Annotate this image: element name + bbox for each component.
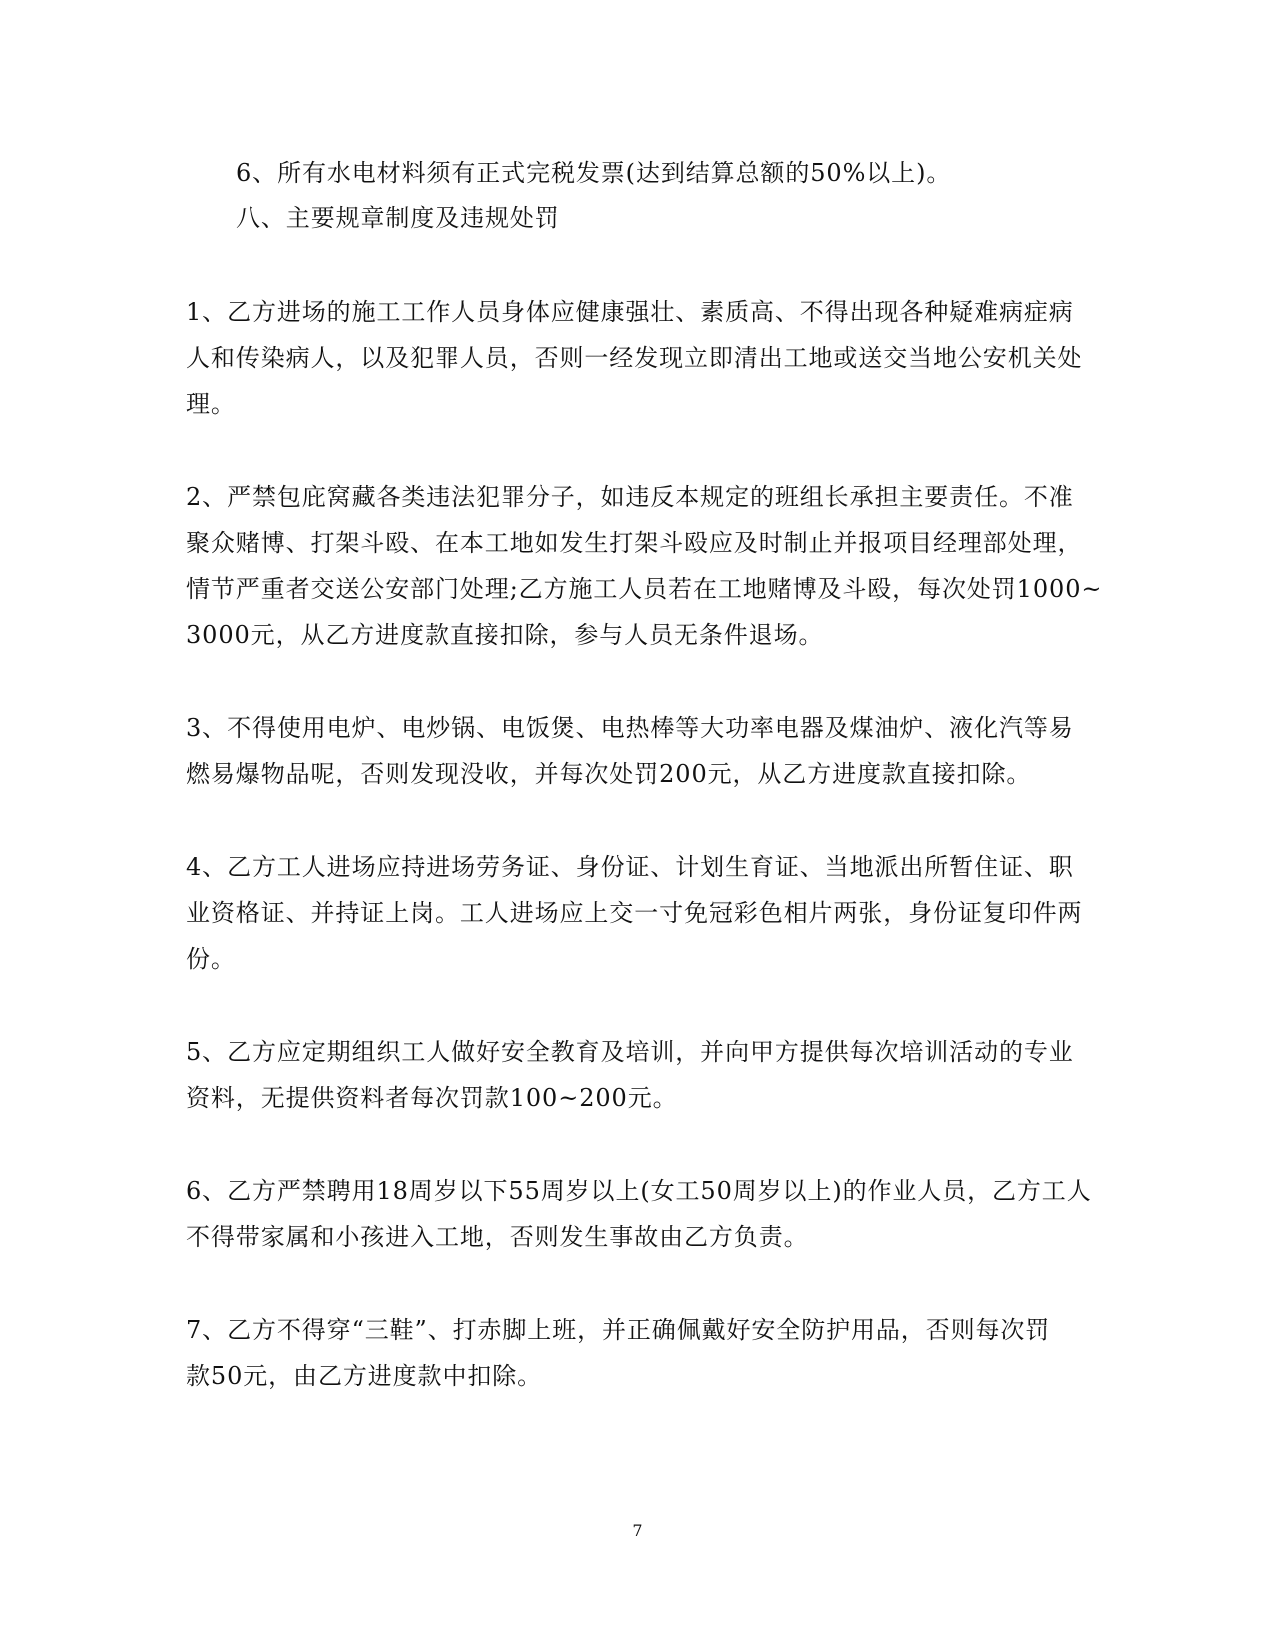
rule-line: 聚众赌博、打架斗殴、在本工地如发生打架斗殴应及时制止并报项目经理部处理，: [186, 529, 1083, 557]
rule-line: 5、乙方应定期组织工人做好安全教育及培训，并向甲方提供每次培训活动的专业: [186, 1038, 1074, 1066]
rule-line: 款50元，由乙方进度款中扣除。: [186, 1362, 543, 1390]
rule-line: 情节严重者交送公安部门处理;乙方施工人员若在工地赌博及斗殴，每次处罚1000~: [186, 575, 1103, 603]
rule-line: 3000元，从乙方进度款直接扣除，参与人员无条件退场。: [186, 621, 824, 649]
rule-line: 1、乙方进场的施工工作人员身体应健康强壮、素质高、不得出现各种疑难病症病: [186, 298, 1074, 326]
rule-line: 2、严禁包庇窝藏各类违法犯罪分子，如违反本规定的班组长承担主要责任。不准: [186, 483, 1074, 511]
rule-line: 6、乙方严禁聘用18周岁以下55周岁以上(女工50周岁以上)的作业人员，乙方工人: [186, 1177, 1092, 1205]
rule-line: 人和传染病人，以及犯罪人员，否则一经发现立即清出工地或送交当地公安机关处: [186, 344, 1083, 372]
rule-line: 7、乙方不得穿“三鞋”、打赤脚上班，并正确佩戴好安全防护用品，否则每次罚: [186, 1316, 1051, 1344]
rule-line: 份。: [186, 945, 236, 973]
rule-line: 理。: [186, 390, 236, 418]
rule-line: 资料，无提供资料者每次罚款100~200元。: [186, 1084, 678, 1112]
rule-line: 业资格证、并持证上岗。工人进场应上交一寸免冠彩色相片两张，身份证复印件两: [186, 899, 1083, 927]
rule-line: 4、乙方工人进场应持进场劳务证、身份证、计划生育证、当地派出所暂住证、职: [186, 853, 1074, 881]
rule-line: 燃易爆物品呢，否则发现没收，并每次处罚200元，从乙方进度款直接扣除。: [186, 760, 1032, 788]
rule-line: 不得带家属和小孩进入工地，否则发生事故由乙方负责。: [186, 1223, 809, 1251]
rule-line: 3、不得使用电炉、电炒锅、电饭煲、电热棒等大功率电器及煤油炉、液化汽等易: [186, 714, 1074, 742]
material-invoice-item: 6、所有水电材料须有正式完税发票(达到结算总额的50%以上)。: [236, 159, 952, 187]
page-number: 7: [632, 1521, 643, 1540]
section-heading: 八、主要规章制度及违规处罚: [236, 204, 560, 232]
